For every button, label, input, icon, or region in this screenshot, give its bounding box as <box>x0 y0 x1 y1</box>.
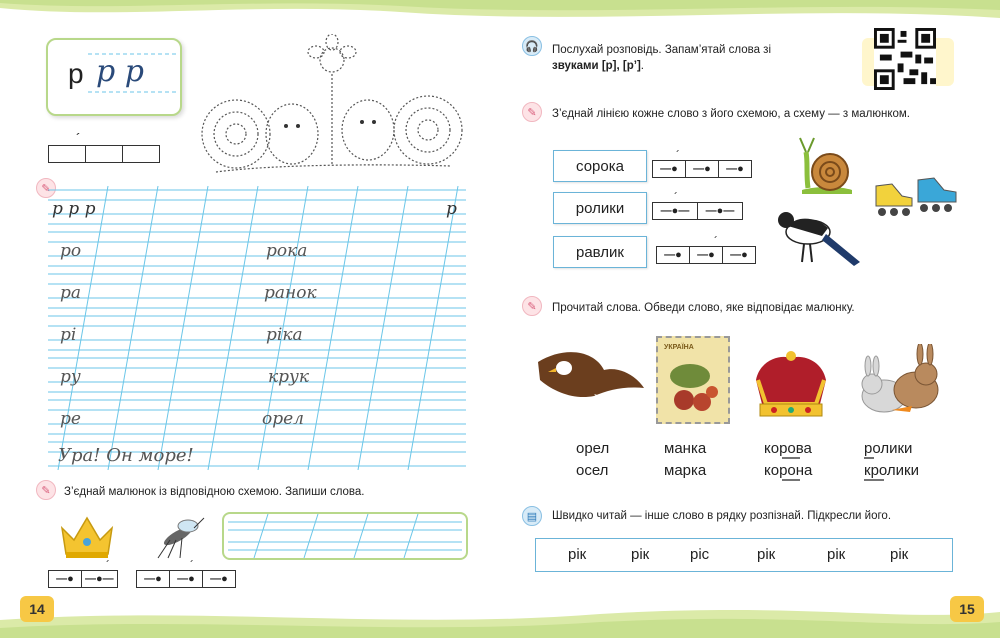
scheme-cell: —● <box>656 246 690 264</box>
scheme-cell: —● <box>202 570 236 588</box>
fast-word[interactable]: рік <box>827 546 846 563</box>
copy-line-6-right: орел <box>262 409 305 429</box>
pic-word-manka[interactable]: манка <box>664 440 707 457</box>
letter-underlines <box>764 440 954 484</box>
scheme-cell: —● <box>718 160 752 178</box>
left-scheme-2 <box>136 570 235 588</box>
stress-mark: ´ <box>76 130 81 146</box>
task-listen-bold: звуками [р], [р’] <box>552 60 641 72</box>
stress-mark: ´ <box>714 234 718 248</box>
stamp-label: УКРАЇНА <box>664 344 694 351</box>
copy-line-4-right: ріка <box>266 325 303 345</box>
rabbits-picture <box>856 344 942 420</box>
task-listen-plain: Послухай розповідь. Запам’ятай слова зі <box>552 44 772 56</box>
word-card-soroka[interactable]: сорока <box>553 150 647 182</box>
fast-word[interactable]: рік <box>631 546 650 563</box>
magpie-picture[interactable] <box>778 204 862 270</box>
scheme-cell: —● <box>136 570 170 588</box>
write-words-box[interactable] <box>222 512 468 560</box>
copy-line-7-left: Ура! Он море! <box>58 445 194 466</box>
top-wave-decoration <box>0 0 1000 28</box>
scheme-cell: —● <box>48 570 82 588</box>
connect-scheme-2[interactable] <box>652 202 742 220</box>
scheme-box <box>122 145 160 163</box>
copy-line-1-left: р р р <box>52 199 96 219</box>
task-read-text: Прочитай слова. Обведи слово, яке відповідає малюнку. <box>552 302 855 314</box>
word-card-roliky[interactable]: ролики <box>553 192 647 224</box>
scheme-cell: —●— <box>697 202 743 220</box>
copy-line-2-left: ро <box>60 241 82 261</box>
letter-card <box>46 38 182 116</box>
pic-word-osel[interactable]: осел <box>576 462 609 479</box>
scheme-cell: —● <box>169 570 203 588</box>
copy-line-5-right: крук <box>268 367 310 387</box>
qr-code-icon[interactable] <box>874 28 936 90</box>
left-scheme-1 <box>48 570 117 588</box>
copy-line-1-right: р <box>446 199 457 219</box>
page-number-left: 14 <box>20 596 54 622</box>
scheme-cell: —●— <box>81 570 118 588</box>
task-listen-end: . <box>640 60 644 72</box>
mosquito-picture <box>150 514 206 560</box>
copy-line-3-left: ра <box>60 283 82 303</box>
sound-scheme-boxes <box>48 145 159 163</box>
copy-line-3-right: ранок <box>264 283 317 303</box>
copybook-lines <box>48 186 466 470</box>
connect-scheme-1[interactable] <box>652 160 751 178</box>
pic-word-marka[interactable]: марка <box>664 462 707 479</box>
stress-mark: ´ <box>674 190 678 204</box>
scheme-box <box>85 145 123 163</box>
scheme-box <box>48 145 86 163</box>
word-card-ravlyk[interactable]: равлик <box>553 236 647 268</box>
write-box-lines <box>224 514 466 558</box>
scheme-cell: —● <box>685 160 719 178</box>
snails-tracing-picture <box>196 34 468 184</box>
book-icon: ▤ <box>522 506 542 526</box>
copy-line-2-right: рока <box>266 241 308 261</box>
fast-word[interactable]: рік <box>890 546 909 563</box>
pic-word-orel[interactable]: орел <box>576 440 610 457</box>
postage-stamp-picture <box>656 336 730 424</box>
pic-word-kroliky[interactable]: кролики <box>864 462 919 479</box>
scheme-cell: —● <box>689 246 723 264</box>
eagle-picture <box>534 340 646 408</box>
copy-line-5-left: ру <box>60 367 81 387</box>
scheme-cell: —● <box>652 160 686 178</box>
task-fast-text: Швидко читай — інше слово в рядку розпізнай. Підкресли його. <box>552 510 892 522</box>
headphones-icon: 🎧 <box>522 36 542 56</box>
script-letters: р р <box>96 54 144 89</box>
bottom-wave-decoration <box>0 600 1000 638</box>
pencil-icon: ✎ <box>522 296 542 316</box>
connect-scheme-3[interactable] <box>656 246 755 264</box>
pencil-icon: ✎ <box>522 102 542 122</box>
pic-word-roliky[interactable]: ролики <box>864 440 913 457</box>
stress-mark: ´ <box>676 148 680 162</box>
letter-guide-lines <box>88 48 178 104</box>
fast-word[interactable]: рік <box>757 546 776 563</box>
roller-skates-picture[interactable] <box>872 172 962 222</box>
print-letter: р <box>68 58 84 89</box>
crown-picture <box>58 514 116 560</box>
scheme-cell: —● <box>722 246 756 264</box>
pic-word-korova[interactable]: корова <box>764 440 812 457</box>
pic-word-korona[interactable]: корона <box>764 462 813 479</box>
fast-word[interactable]: рік <box>568 546 587 563</box>
copy-line-4-left: рі <box>60 325 77 345</box>
stress-mark: ´ <box>106 558 110 572</box>
page-number-right: 15 <box>950 596 984 622</box>
task-match-text: З’єднай малюнок із відповідною схемою. Запиши слова. <box>64 486 365 498</box>
snail-picture[interactable] <box>796 134 856 196</box>
pencil-icon: ✎ <box>36 480 56 500</box>
pencil-icon: ✎ <box>36 178 56 198</box>
scheme-cell: —●— <box>652 202 698 220</box>
copy-line-6-left: ре <box>60 409 81 429</box>
task-connect-text: З’єднай лінією кожне слово з його схемою, а схему — з малюнком. <box>552 108 910 120</box>
fast-word[interactable]: ріс <box>690 546 710 563</box>
royal-crown-picture <box>750 350 832 422</box>
stress-mark: ´ <box>190 558 194 572</box>
task-listen-text <box>552 42 812 74</box>
stamp-fruit-drawing <box>662 356 726 418</box>
